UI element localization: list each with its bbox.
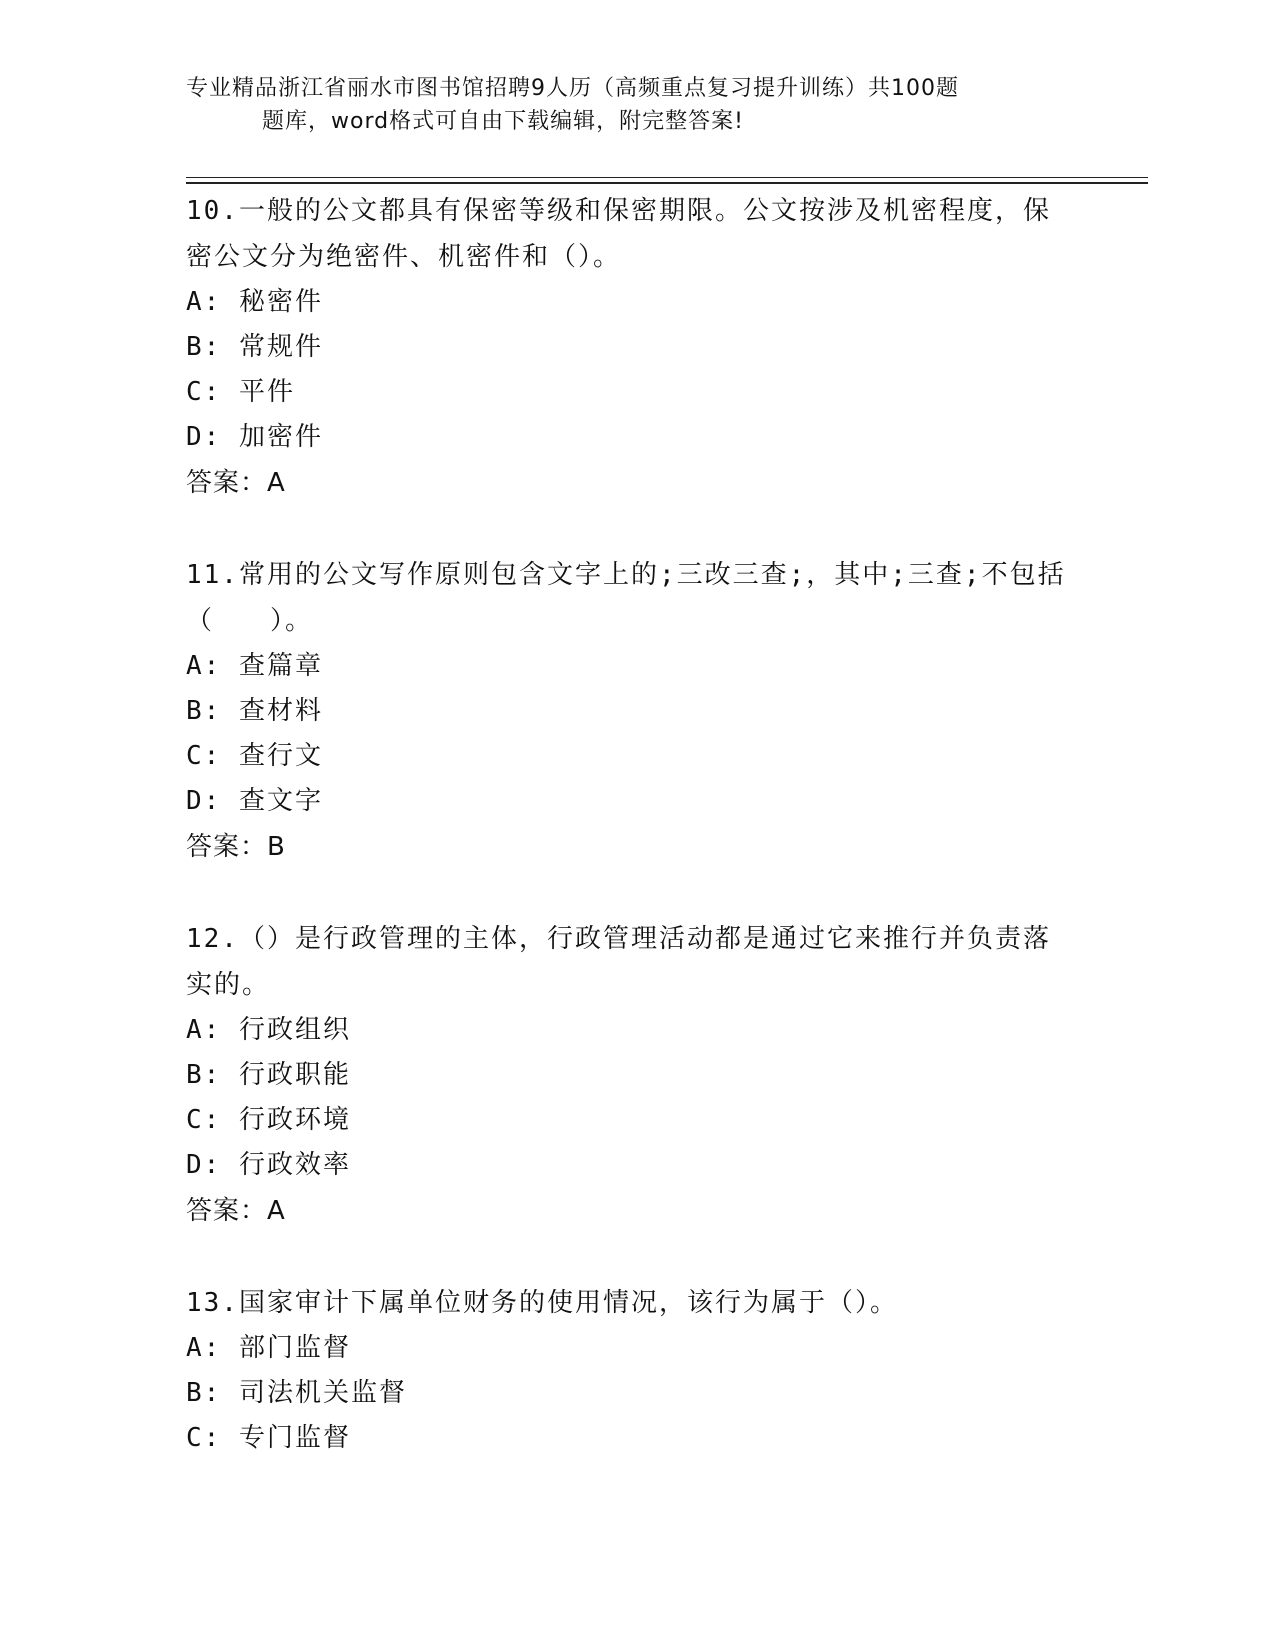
question-11 — [186, 552, 1086, 870]
answer: 答案：B — [186, 832, 286, 862]
question-12 — [186, 916, 1086, 1234]
question-10 — [186, 188, 1086, 506]
option-c: C: 查行文 — [186, 741, 323, 771]
option-a: A: 部门监督 — [186, 1333, 351, 1363]
option-a: A: 查篇章 — [186, 651, 323, 681]
option-d: D: 行政效率 — [186, 1150, 351, 1180]
option-b: B: 行政职能 — [186, 1060, 351, 1090]
question-stem-continued: 实的。 — [186, 970, 271, 1000]
question-stem-continued: 密公文分为绝密件、机密件和（）。 — [186, 242, 622, 272]
question-stem: 10.一般的公文都具有保密等级和保密期限。公文按涉及机密程度，保 — [186, 196, 1051, 226]
question-list — [186, 188, 1086, 1507]
option-b: B: 常规件 — [186, 332, 323, 362]
option-b: B: 查材料 — [186, 696, 323, 726]
header-divider-thick — [186, 182, 1148, 184]
question-stem: 13.国家审计下属单位财务的使用情况，该行为属于（）。 — [186, 1288, 898, 1318]
option-c: C: 专门监督 — [186, 1423, 351, 1453]
question-stem: 12.（）是行政管理的主体，行政管理活动都是通过它来推行并负责落 — [186, 924, 1051, 954]
header-title-line-2: 题库，word格式可自由下载编辑，附完整答案! — [262, 109, 744, 134]
question-stem: 11.常用的公文写作原则包含文字上的;三改三查;，其中;三查;不包括 — [186, 560, 1066, 590]
header-divider-thin — [186, 177, 1148, 178]
option-c: C: 平件 — [186, 377, 295, 407]
option-a: A: 秘密件 — [186, 287, 323, 317]
option-a: A: 行政组织 — [186, 1015, 351, 1045]
answer: 答案：A — [186, 1196, 286, 1226]
option-c: C: 行政环境 — [186, 1105, 351, 1135]
option-b: B: 司法机关监督 — [186, 1378, 407, 1408]
document-header — [186, 72, 1066, 138]
header-title-line-1: 专业精品浙江省丽水市图书馆招聘9人历（高频重点复习提升训练）共100题 — [186, 76, 959, 101]
option-d: D: 加密件 — [186, 422, 323, 452]
question-13 — [186, 1280, 1086, 1461]
question-stem-continued: （ ）。 — [186, 606, 314, 636]
option-d: D: 查文字 — [186, 786, 323, 816]
answer: 答案：A — [186, 468, 286, 498]
